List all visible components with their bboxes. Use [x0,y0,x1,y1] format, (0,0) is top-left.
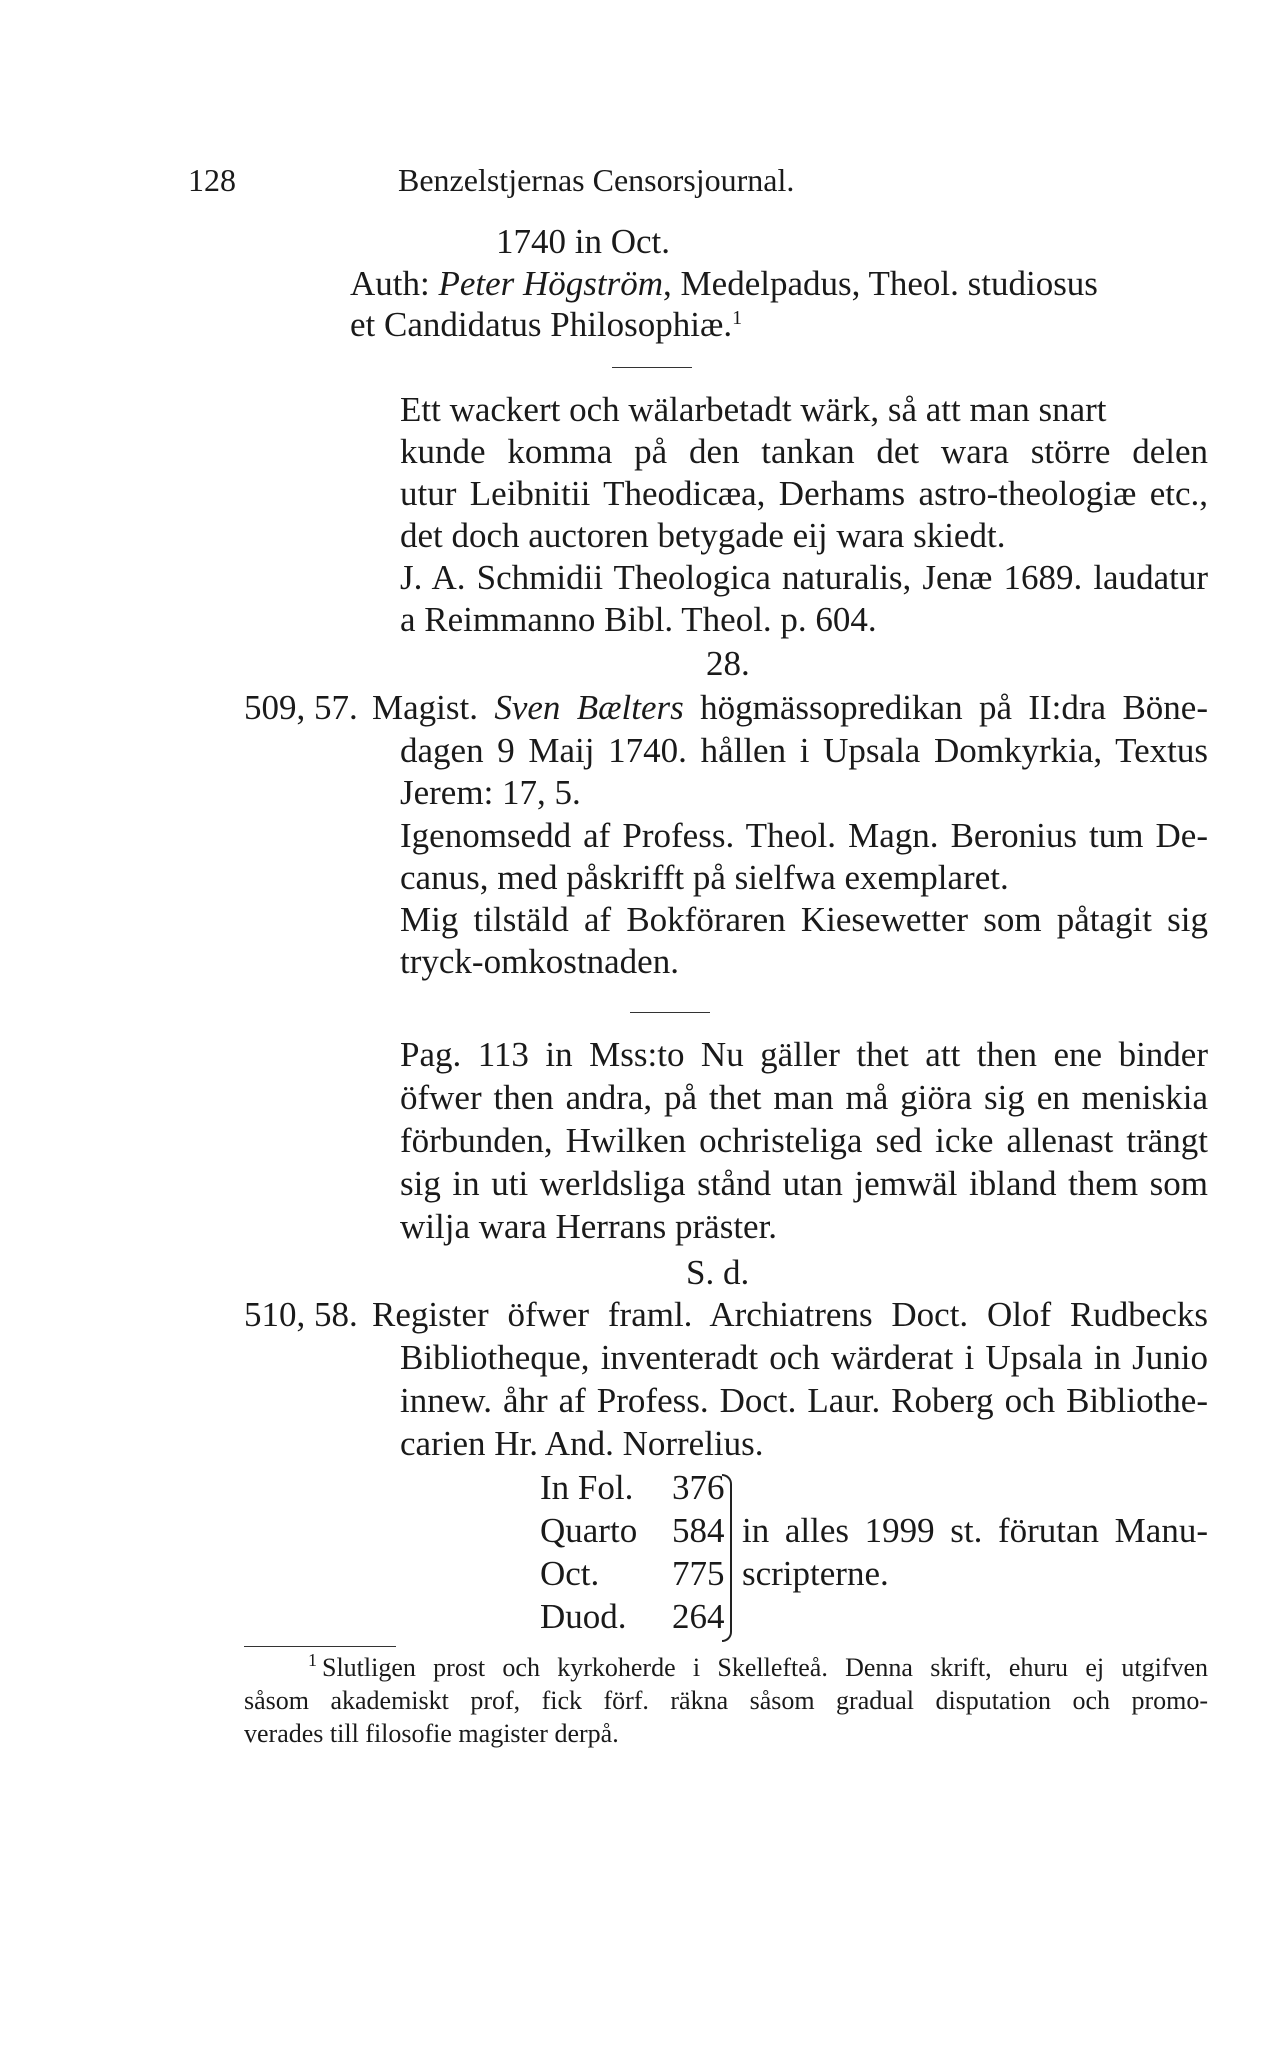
format-count: 775 [672,1554,725,1593]
author-line [350,264,1098,304]
entry-line: tryck-omkostnaden. [400,942,679,981]
footnote-line: verades till filosofie magister derpå. [244,1719,619,1748]
entry-number: 509, 57. [244,688,358,727]
entry-date: 1740 in Oct. [496,222,671,261]
paragraph-line: öfwer then andra, på thet man må giöra sig en meniskia [400,1078,1208,1117]
paragraph-line: det doch auctoren betygade eij wara skiedt. [400,516,1006,555]
separator-rule [630,1012,710,1013]
format-label: Quarto [540,1511,638,1550]
entry-line: Register öfwer framl. Archiatrens Doct. Olof Rudbecks [372,1295,1208,1334]
curly-brace [722,1474,732,1642]
entry-line: canus, med påskrifft på sielfwa exemplaret. [400,858,1009,897]
entry-line [372,688,1208,728]
inventory-total-line: in alles 1999 st. förutan Manu- [742,1511,1208,1550]
candidatus-line [350,305,742,345]
auth-prefix: Auth: [350,264,439,303]
entry-line: Mig tilstäld af Bokföraren Kiesewetter som påtagit sig [400,900,1208,939]
author-name: Peter Högström [438,264,664,303]
entry-line: innew. åhr af Profess. Doct. Laur. Roberg och Bibliothe- [400,1381,1208,1420]
entry-line: Bibliotheque, inventeradt och wärderat i Upsala in Junio [400,1338,1208,1377]
footnote-reference: 1 [732,307,743,329]
format-label: Duod. [540,1597,627,1636]
entry-number: 510, 58. [244,1295,358,1334]
format-label: In Fol. [540,1468,634,1507]
footnote-line: såsom akademiskt prof, fick förf. räkna såsom gradual disputation och promo- [244,1686,1208,1715]
preacher-name: Sven Bælters [494,688,684,727]
running-title: Benzelstjernas Censorsjournal. [398,162,795,198]
paragraph-line: förbunden, Hwilken ochristeliga sed icke allenast trängt [400,1121,1208,1160]
paragraph-line: wilja wara Herrans präster. [400,1207,778,1246]
sermon-title: högmässopredikan på II:dra Böne- [683,688,1208,727]
paragraph-line: kunde komma på den tankan det wara större delen [400,432,1208,471]
inventory-total-line: scripterne. [742,1554,889,1593]
candidatus-text: et Candidatus Philosophiæ. [350,305,733,344]
auth-rest: , Medelpadus, Theol. studiosus [663,264,1098,303]
magist-prefix: Magist. [372,688,495,727]
entry-line: Igenomsedd af Profess. Theol. Magn. Beronius tum De- [400,816,1208,855]
footnote-mark: 1 [308,1650,317,1670]
entry-line: carien Hr. And. Norrelius. [400,1424,764,1463]
paragraph-line: utur Leibnitii Theodicæa, Derhams astro-theologiæ etc., [400,474,1208,513]
paragraph-line: Ett wackert och wälarbetadt wärk, så att man snart [400,390,1107,429]
page-number: 128 [188,162,236,198]
format-count: 264 [672,1597,725,1636]
center-number: 28. [706,644,750,683]
paragraph-line: J. A. Schmidii Theologica naturalis, Jenæ 1689. laudatur [400,558,1208,597]
center-sd: S. d. [686,1253,750,1292]
format-count: 376 [672,1468,725,1507]
footnote-rule [244,1646,396,1647]
footnote-line: Slutligen prost och kyrkoherde i Skellefteå. Denna skrift, ehuru ej utgifven [322,1653,1208,1682]
entry-line: dagen 9 Maij 1740. hållen i Upsala Domkyrkia, Textus [400,731,1208,770]
format-count: 584 [672,1511,725,1550]
entry-line: Jerem: 17, 5. [400,773,581,812]
paragraph-line: a Reimmanno Bibl. Theol. p. 604. [400,600,877,639]
separator-rule [612,367,692,368]
format-label: Oct. [540,1554,600,1593]
paragraph-line: Pag. 113 in Mss:to Nu gäller thet att then ene binder [400,1035,1208,1074]
paragraph-line: sig in uti werldsliga stånd utan jemwäl ibland them som [400,1164,1208,1203]
